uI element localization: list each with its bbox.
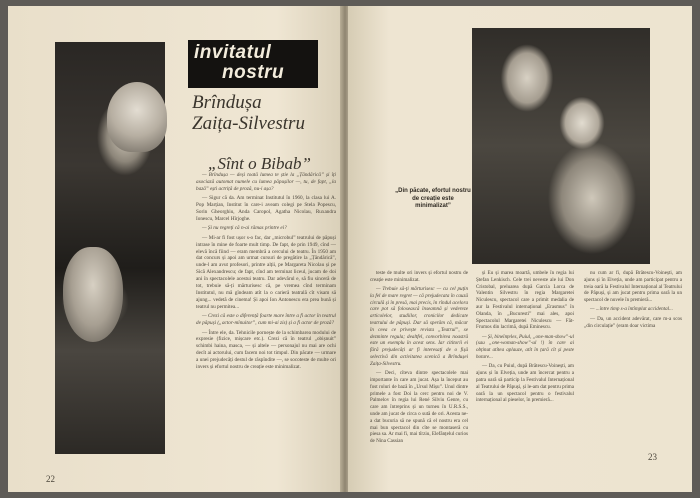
right-text-column-2 [476,270,574,407]
photo-figure-face [63,247,123,342]
paragraph: — Sigur că da. Am terminat Institutul în 1960, la clasa lui A. Pop Marțian, Institut în care-i aveam colegi pe Stela Popescu, Sorin Gheorghiu, Anda Caropol, Agatha Nicolau, Ruxandra Ionescu, Marcel Hîrjoghe. [196,195,336,222]
paragraph: nu cum ar fi, după Brătescu-Voinești, am ajuns și în Elveția, unde am participat pentru a treia oară la Festivalul Internațional al Teatrului de Păpuși, și am jucat pentru prima oară la un spectacol de nuvele în premieră... [584,270,682,304]
paragraph: și Eu și marea moartă, umbele în regia lui Ștefan Lenkisch. Cele trei neveste ale lui Don Cristobal, preluarea după García Lorca de Valentin Silvestru în regia Margaretei Niculescu, spectacol care a primit medalia de aur la Festivalul internațional „Erasmus” în Olanda, în „Bucuresti” mai ales, apoi Spectacolul Margaretei Niculescu — Făt-Frumos din lacrimă, după Eminescu. [476,270,574,331]
paragraph: — Trebuie să-ți mărturisesc — cu cel puțin la fel de mare regret — că prejudecata în cauză circulă și în presă, mai precis, în rîndul acelora care pot să folosească înseamnă și vedereze articolelor, studiilor, cronicilor dedicate teatrului de păpuși. Dar să sperăm că, măcar în ceea ce privește revista „Teatrul”, se dezminte regula; dealtfel, convorbirea noastră este un exemplu în acest sens. Iar cititorii ei fără prejudecăți ar fi interesați de o fișă selectivă din activitatea scenică a Brîndușei Zaița-Silvestru. [370,286,468,367]
paragraph: — Da, cu Puiul, după Brătescu-Voinești, am ajuns și în Elveția, unde am încercat pentru a patra oară să particip la Festivalul Internațional al Teatrului de Păpuși, și le-am dat pentru prima oară la un spectacol pentru o festivalul internațional al pieselor, în premieră... [476,363,574,404]
right-text-column-3 [584,270,682,332]
logo-line-2: nostru [222,62,285,83]
paragraph: teste de multe ori invers și efortul nostru de creație este minimalizat. [370,270,468,283]
page-number-left: 22 [46,474,55,484]
portrait-photo-left [55,42,165,454]
right-page [348,6,692,492]
paragraph: — Și nu regreți că n-ai rămas printre ei? [202,225,287,232]
logo-line-1: invitatul [194,42,272,63]
page-number-right: 23 [648,452,657,462]
author-first-name: Brîndușa [192,92,262,113]
paragraph: — Și, bineînțeles, Puiul, „one-man-show”-ul (sau „one-woman-show”-ul !) în care ai obținut atîtea aplauze, atît în țară cît și peste hotare... [476,333,574,361]
paragraph: — Crezi că este o diferență foarte mare între a fi actor în teatrul de păpuși („actor-mînuitor”, cum mi-ai zis) și a fi actor de proză? [196,313,336,327]
left-page [8,6,344,492]
left-text-column [196,172,336,373]
paragraph: — Deci, cîteva dintre spectacolele mai importante în care am jucat. Așa la început au fost roluri de bază în „Ursul Mișu”. Unul dintre primele a fost Doi la cerc pentru noi de V. Palmelov în regia lui René Silviu Genre, cu care am întreprins și un turneu în U.R.S.S., unde am jucat de circa o sută de ori. Acesta ne-a dat bucuria să ne spună că el nostru era cel mai bun spectacol din cîte se montaseră cu piesa sa. Ar mai fi, mai tîrziu, Elefănțelul curios de Nina Cassian [370,370,468,445]
paragraph: — Mi-ar fi fost ușor s-o fac, dar „microbul” teatrului de păpuși intrase în mine de foarte mult timp. De fapt, de prin 1949, cînd — elevă încă fiind — eram membră a cercului de teatru. În 1950 am dat concurs și apoi am urmat cursuri de pregătire la „Țăndărică”, unde-l am avut profesori, printre alții, pe Margareta Nicolau și pe Sică Alexandrescu; de fapt, cînd am terminat liceul, jucam de doi ani în spectacolele acestui teatru. Dar adevărul e, să fiu sinceră de tot, trebuie să-ți mărturisesc că, pe vremea cînd terminam Institutul, nu mă gîndeam atît la o carieră teatrală cît visam să ajung... vedetă de cinema! Și apoi Ion Antonescu era prea bună și teatrul nu permitea... [196,234,336,310]
puppet-photo [472,28,650,264]
invitatul-nostru-logo [188,40,318,88]
author-last-name: Zaița-Silvestru [192,113,305,134]
paragraph: — Între ele, da. Tehnicile pornește de la schimbarea modului de expresie (fizice, mișcare etc.). Crezi că în teatrul „obișnuit” schimbi haina, masca, — și altele — personajul nu mai are ochi decît ai actorului, cum facem noi tot timpul. Din păcate — urmare a unei prejudecăți destul de răspîndite —, se socoteste de multe ori invers și efortul nostru de creație este minimalizat. [196,329,336,371]
author-name [192,92,305,134]
paragraph: — Da, un accident adevărat, care m-a scos „din circulație” (eram doar victima [584,315,682,329]
article-subtitle: „Sînt o Bibab” [208,154,311,173]
photo-figure-head [107,82,167,152]
paragraph: — ...între timp s-a întîmplat accidental... [590,306,673,313]
right-text-column-1 [370,270,468,447]
paragraph: — Brîndușa — deși toată lumea te știe la „Țăndărică” și îți asociază automat numele cu lumea păpușilor —, tu, de fapt, „la bază” ești actriță de proză, nu-i așa? [196,172,336,192]
photo-caption: „Din păcate, efortul nostru de creație este minimalizat” [395,188,471,209]
